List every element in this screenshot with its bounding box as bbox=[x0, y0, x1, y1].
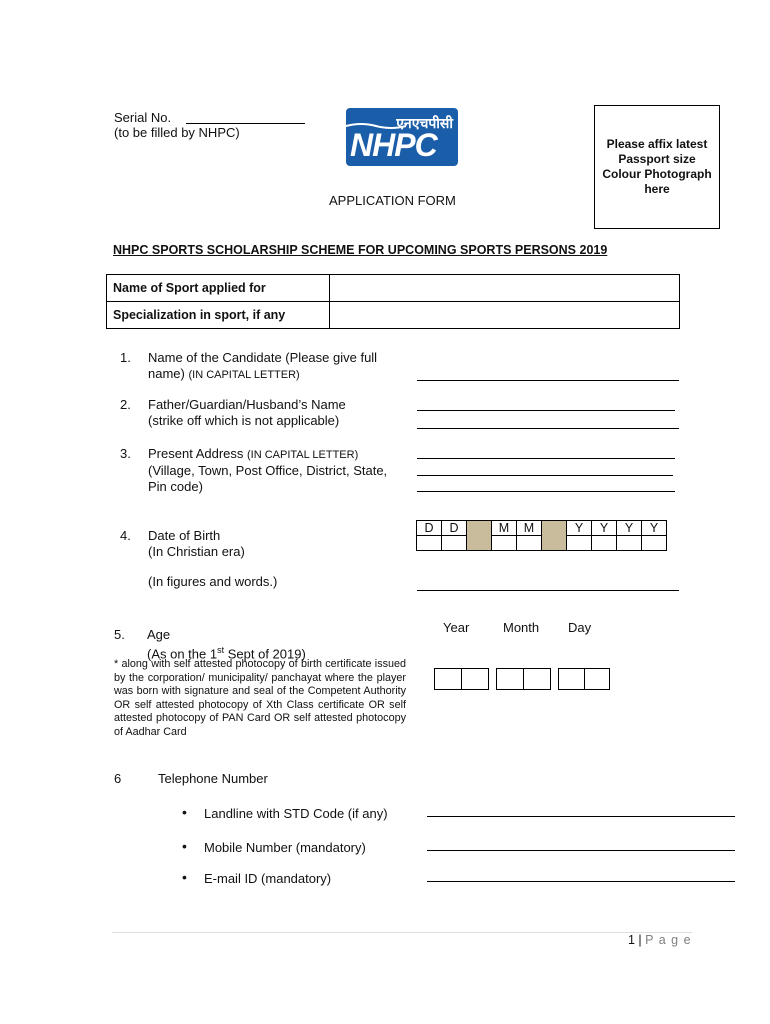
father-name-line-1[interactable] bbox=[417, 410, 675, 411]
dob-year-2-field[interactable] bbox=[592, 536, 617, 551]
specialization-field[interactable] bbox=[330, 302, 680, 329]
age-day-label: Day bbox=[568, 620, 592, 635]
serial-input-line[interactable] bbox=[186, 123, 305, 124]
age-year-label: Year bbox=[443, 620, 470, 635]
dob-year-1: Y bbox=[567, 521, 592, 536]
dob-year-3-field[interactable] bbox=[617, 536, 642, 551]
dob-year-2: Y bbox=[592, 521, 617, 536]
dob-separator bbox=[467, 521, 492, 551]
age-proof-note: * along with self attested photocopy of birth certificate issued by the corporation/ municipality/ panchayat where the player was born with signature and seal of the Competent Authority OR self attested photocopy of Xth Class certificate OR self attested photocopy of PAN Card OR self attested photocopy of Aadhar Card bbox=[114, 658, 406, 738]
item-6-number: 6 bbox=[114, 771, 122, 786]
dob-year-4-field[interactable] bbox=[642, 536, 667, 551]
dob-day-1-field[interactable] bbox=[417, 536, 442, 551]
logo-hindi-text: एनएचपीसी bbox=[396, 116, 453, 132]
address-line-1[interactable] bbox=[417, 458, 675, 459]
item-1-label: Name of the Candidate (Please give full name) (IN CAPITAL LETTER) bbox=[148, 350, 378, 381]
candidate-name-line[interactable] bbox=[417, 380, 679, 381]
serial-label: Serial No. bbox=[114, 110, 172, 125]
photo-box[interactable] bbox=[594, 105, 720, 229]
table-row bbox=[417, 521, 667, 536]
mobile-label: Mobile Number (mandatory) bbox=[204, 840, 366, 855]
item-1-number: 1. bbox=[120, 350, 131, 365]
item-2-number: 2. bbox=[120, 397, 131, 412]
photo-instruction: Please affix latest Passport size Colour Photograph here bbox=[602, 137, 712, 196]
item-3-label: Present Address (IN CAPITAL LETTER) (Village, Town, Post Office, District, State, Pin code) bbox=[148, 446, 388, 494]
age-day-boxes[interactable] bbox=[558, 668, 610, 690]
bullet-icon: • bbox=[182, 804, 187, 820]
dob-month-1-field[interactable] bbox=[492, 536, 517, 551]
dob-words-line[interactable] bbox=[417, 590, 679, 591]
dob-grid bbox=[416, 520, 667, 551]
email-line[interactable] bbox=[427, 881, 735, 882]
bullet-icon: • bbox=[182, 869, 187, 885]
dob-year-1-field[interactable] bbox=[567, 536, 592, 551]
table-row bbox=[107, 302, 680, 329]
dob-month-1: M bbox=[492, 521, 517, 536]
serial-note: (to be filled by NHPC) bbox=[114, 125, 240, 140]
table-row bbox=[107, 275, 680, 302]
scheme-title: NHPC SPORTS SCHOLARSHIP SCHEME FOR UPCOMING SPORTS PERSONS 2019 bbox=[113, 243, 608, 257]
father-name-line-2[interactable] bbox=[417, 428, 679, 429]
email-label: E-mail ID (mandatory) bbox=[204, 871, 332, 886]
item-2-label: Father/Guardian/Husband’s Name (strike off which is not applicable) bbox=[148, 397, 346, 428]
item-5-date-note: (As on the 1st Sept of 2019) bbox=[147, 645, 306, 662]
address-line-2[interactable] bbox=[417, 475, 673, 476]
item-4-number: 4. bbox=[120, 528, 131, 543]
landline-label: Landline with STD Code (if any) bbox=[204, 806, 388, 821]
item-4-label: Date of Birth (In Christian era) bbox=[148, 528, 245, 559]
form-title: APPLICATION FORM bbox=[329, 193, 456, 208]
footer-divider bbox=[112, 932, 692, 933]
dob-day-2: D bbox=[442, 521, 467, 536]
dob-day-1: D bbox=[417, 521, 442, 536]
dob-month-2: M bbox=[517, 521, 542, 536]
age-month-label: Month bbox=[503, 620, 540, 635]
sport-table bbox=[106, 274, 680, 329]
landline-line[interactable] bbox=[427, 816, 735, 817]
logo-text: NHPC bbox=[350, 127, 437, 163]
page-footer: 1 | P a g e bbox=[628, 933, 692, 947]
dob-words-label: (In figures and words.) bbox=[148, 574, 278, 589]
dob-separator bbox=[542, 521, 567, 551]
sport-name-field[interactable] bbox=[330, 275, 680, 302]
mobile-line[interactable] bbox=[427, 850, 735, 851]
item-5-number: 5. bbox=[114, 627, 125, 642]
nhpc-logo bbox=[346, 108, 458, 166]
bullet-icon: • bbox=[182, 838, 187, 854]
age-year-boxes[interactable] bbox=[434, 668, 489, 690]
item-3-number: 3. bbox=[120, 446, 131, 461]
dob-day-2-field[interactable] bbox=[442, 536, 467, 551]
item-6-label: Telephone Number bbox=[158, 771, 268, 786]
address-line-3[interactable] bbox=[417, 491, 675, 492]
specialization-label: Specialization in sport, if any bbox=[107, 302, 330, 329]
dob-year-3: Y bbox=[617, 521, 642, 536]
dob-month-2-field[interactable] bbox=[517, 536, 542, 551]
sport-name-label: Name of Sport applied for bbox=[107, 275, 330, 302]
dob-year-4: Y bbox=[642, 521, 667, 536]
item-5-label: Age bbox=[147, 627, 171, 642]
age-month-boxes[interactable] bbox=[496, 668, 551, 690]
